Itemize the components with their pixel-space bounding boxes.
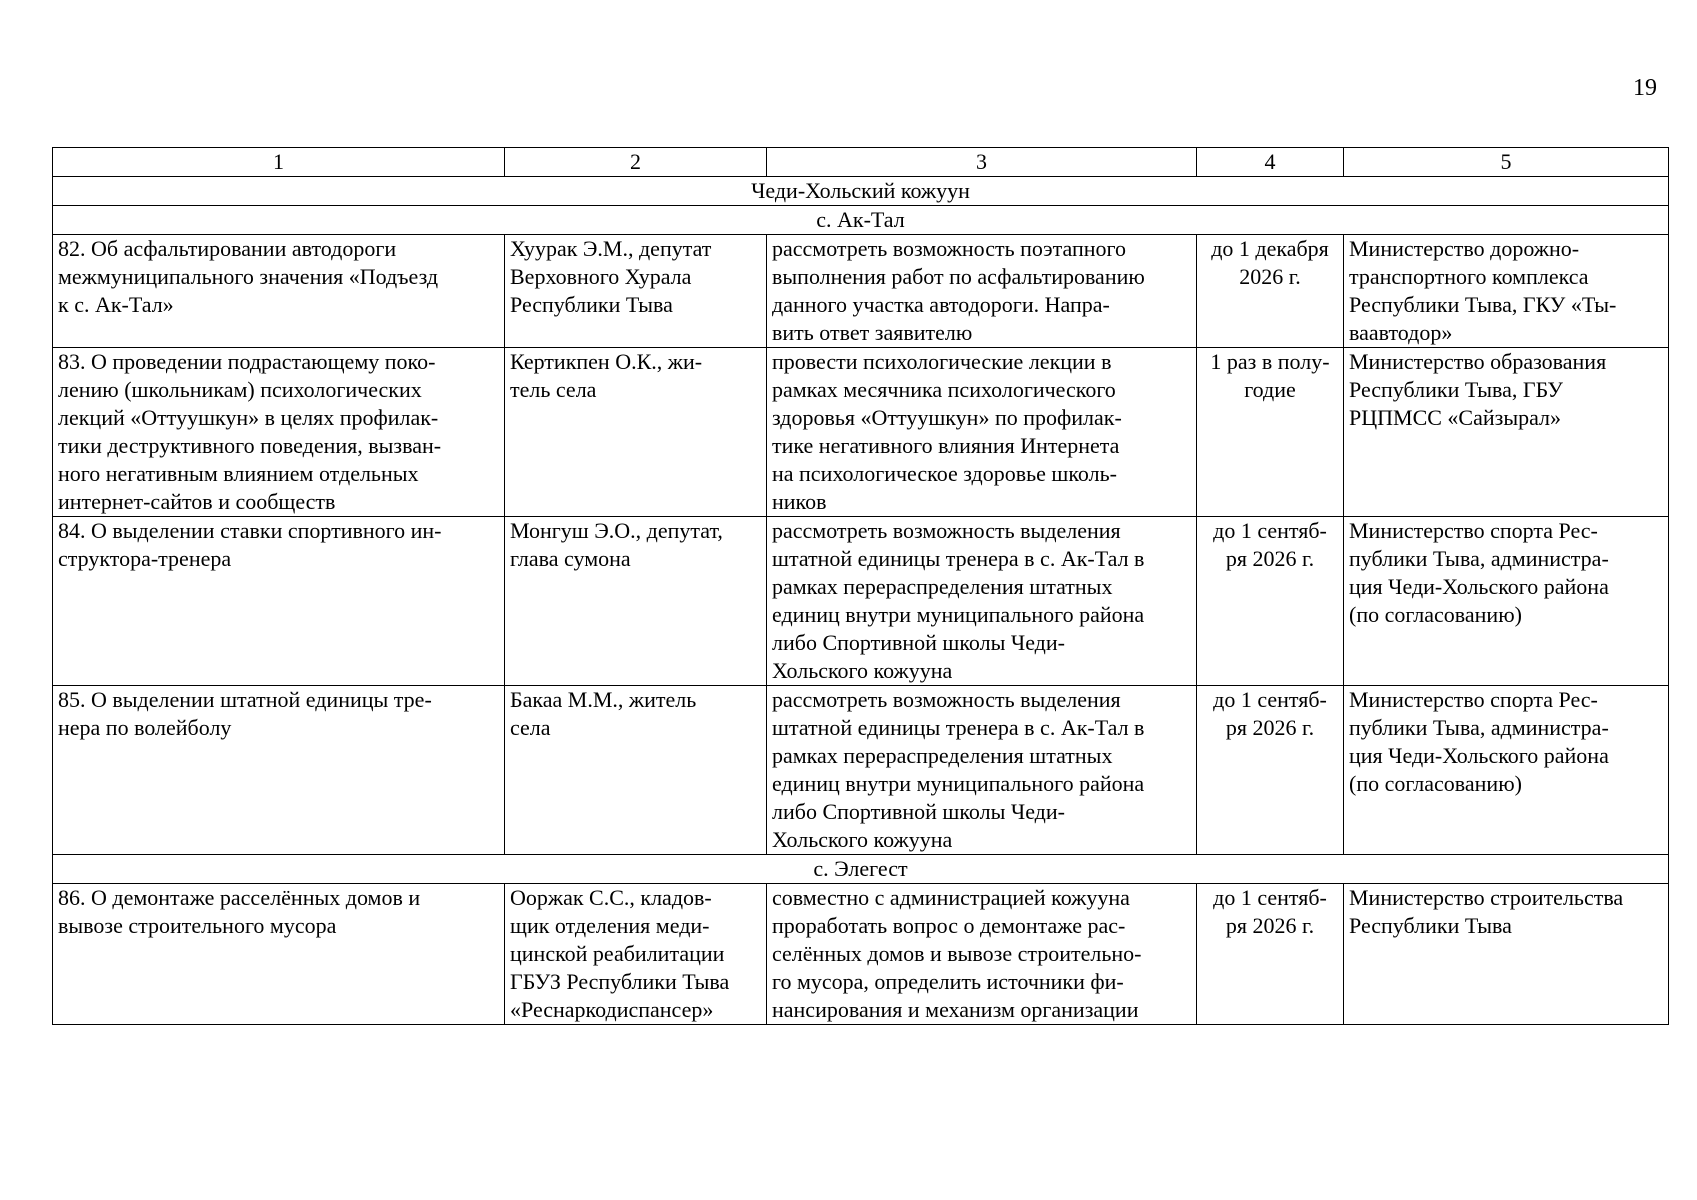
row-82-action: рассмотреть возможность поэтапного выполнения работ по асфальтированию данного участка автодороги. Напра- вить ответ заявителю <box>767 235 1197 348</box>
column-header-5: 5 <box>1344 148 1669 177</box>
column-header-1: 1 <box>53 148 505 177</box>
row-83-subject: 83. О проведении подрастающему поко- лению (школьникам) психологических лекций «Оттуушкун» в целях профилак- тики деструктивного поведения, вызван- ного негативным влиянием отдельных интернет-сайтов и сообществ <box>53 348 505 517</box>
table-row <box>53 884 1669 1025</box>
row-84-applicant: Монгуш Э.О., депутат, глава сумона <box>505 517 767 686</box>
column-header-2: 2 <box>505 148 767 177</box>
table-row <box>53 686 1669 855</box>
row-83-deadline: 1 раз в полу- годие <box>1197 348 1344 517</box>
section-row <box>53 206 1669 235</box>
district-row <box>53 177 1669 206</box>
row-83-responsible: Министерство образования Республики Тыва, ГБУ РЦПМСС «Сайзырал» <box>1344 348 1669 517</box>
row-84-responsible: Министерство спорта Рес- публики Тыва, администра- ция Чеди-Хольского района (по согласованию) <box>1344 517 1669 686</box>
row-82-applicant: Хуурак Э.М., депутат Верховного Хурала Республики Тыва <box>505 235 767 348</box>
row-82-subject: 82. Об асфальтировании автодороги межмуниципального значения «Подъезд к с. Ак-Тал» <box>53 235 505 348</box>
section-row <box>53 855 1669 884</box>
table-row <box>53 517 1669 686</box>
row-83-applicant: Кертикпен О.К., жи- тель села <box>505 348 767 517</box>
row-84-deadline: до 1 сентяб- ря 2026 г. <box>1197 517 1344 686</box>
page-number: 19 <box>1633 75 1657 101</box>
row-82-deadline: до 1 декабря 2026 г. <box>1197 235 1344 348</box>
column-header-4: 4 <box>1197 148 1344 177</box>
table-row <box>53 348 1669 517</box>
table-header-row <box>53 148 1669 177</box>
section-title-ak-tal: с. Ак-Тал <box>53 206 1669 235</box>
row-86-action: совместно с администрацией кожууна проработать вопрос о демонтаже рас- селённых домов и вывозе строительно- го мусора, определить источники фи- нансирования и механизм организации <box>767 884 1197 1025</box>
row-86-deadline: до 1 сентяб- ря 2026 г. <box>1197 884 1344 1025</box>
column-header-3: 3 <box>767 148 1197 177</box>
district-title: Чеди-Хольский кожуун <box>53 177 1669 206</box>
row-85-responsible: Министерство спорта Рес- публики Тыва, администра- ция Чеди-Хольского района (по согласованию) <box>1344 686 1669 855</box>
row-82-responsible: Министерство дорожно- транспортного комплекса Республики Тыва, ГКУ «Ты- ваавтодор» <box>1344 235 1669 348</box>
row-86-subject: 86. О демонтаже расселённых домов и вывозе строительного мусора <box>53 884 505 1025</box>
table-row <box>53 235 1669 348</box>
row-84-action: рассмотреть возможность выделения штатной единицы тренера в с. Ак-Тал в рамках перераспределения штатных единиц внутри муниципального района либо Спортивной школы Чеди- Хольского кожууна <box>767 517 1197 686</box>
row-85-subject: 85. О выделении штатной единицы тре- нера по волейболу <box>53 686 505 855</box>
document-table <box>52 147 1669 1025</box>
row-85-applicant: Бакаа М.М., житель села <box>505 686 767 855</box>
row-86-applicant: Ооржак С.С., кладов- щик отделения меди- цинской реабилитации ГБУЗ Республики Тыва «Реснаркодиспансер» <box>505 884 767 1025</box>
row-85-deadline: до 1 сентяб- ря 2026 г. <box>1197 686 1344 855</box>
row-83-action: провести психологические лекции в рамках месячника психологического здоровья «Оттуушкун» по профилак- тике негативного влияния Интернета на психологическое здоровье школь- ников <box>767 348 1197 517</box>
row-84-subject: 84. О выделении ставки спортивного ин- структора-тренера <box>53 517 505 686</box>
row-86-responsible: Министерство строительства Республики Тыва <box>1344 884 1669 1025</box>
section-title-elegest: с. Элегест <box>53 855 1669 884</box>
row-85-action: рассмотреть возможность выделения штатной единицы тренера в с. Ак-Тал в рамках перераспределения штатных единиц внутри муниципального района либо Спортивной школы Чеди- Хольского кожууна <box>767 686 1197 855</box>
